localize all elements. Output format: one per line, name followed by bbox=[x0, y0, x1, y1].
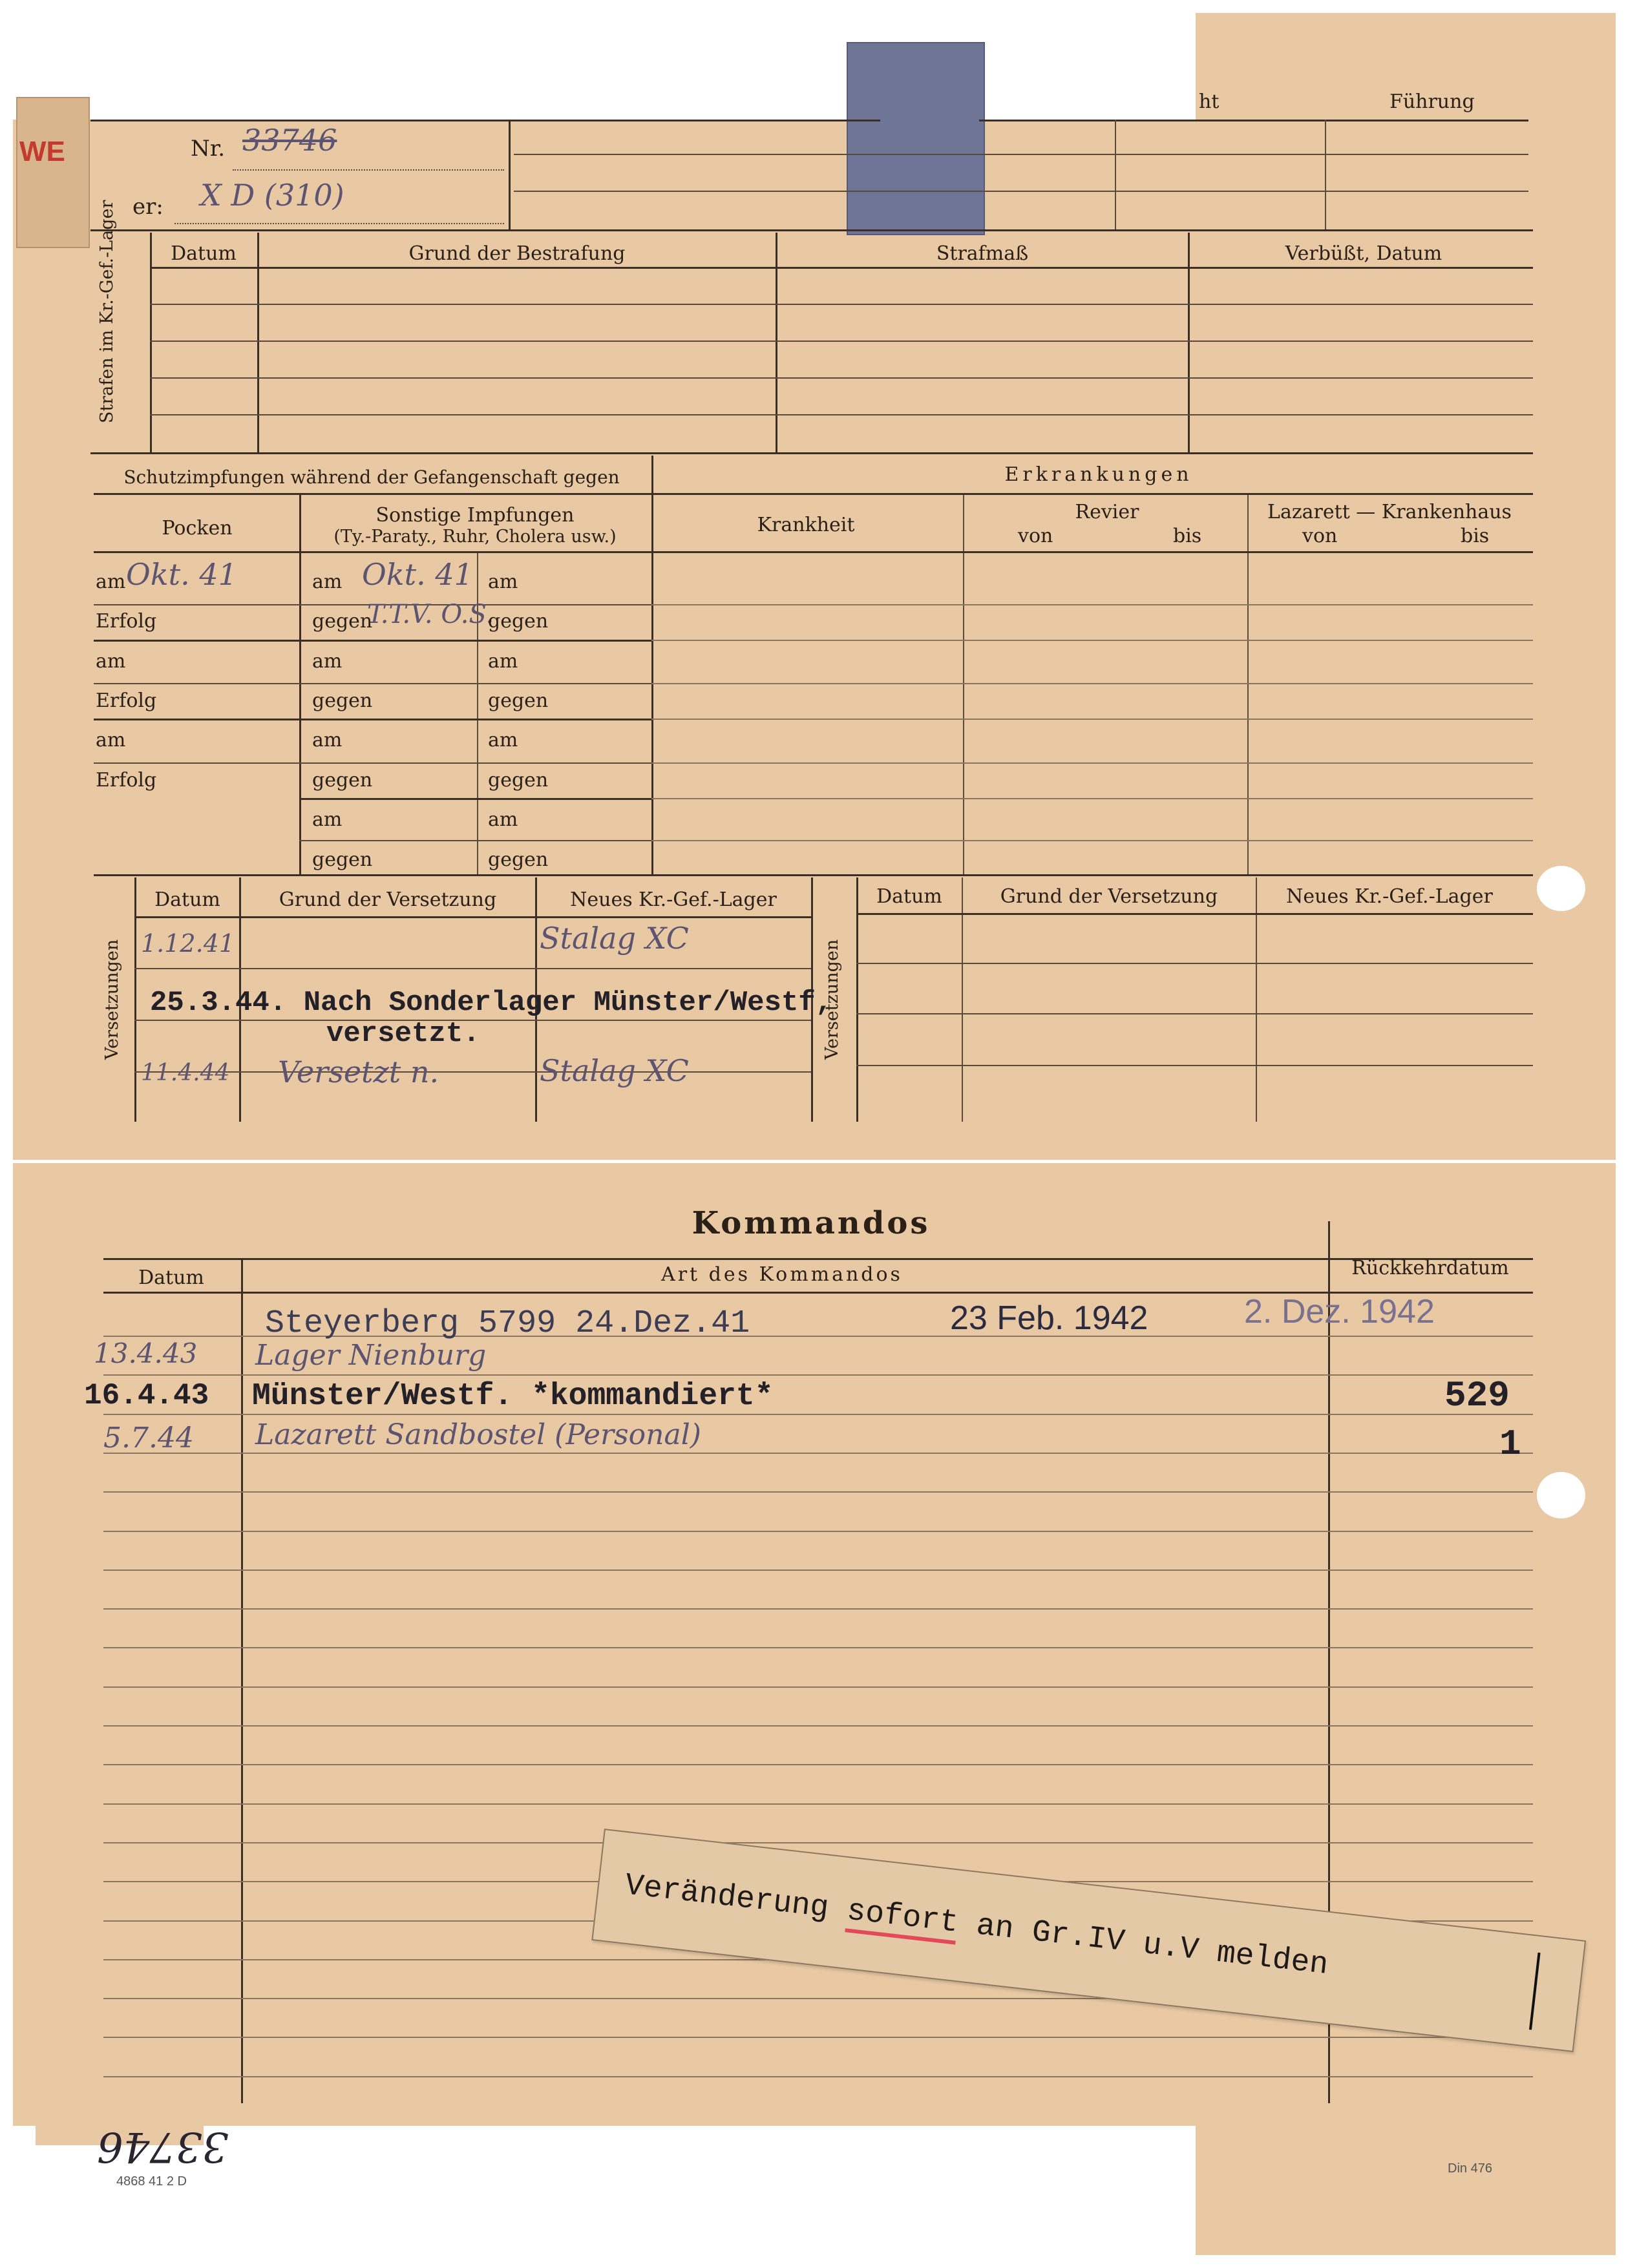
kommandos-ruled-line bbox=[103, 1414, 1533, 1415]
impfungen-title: Schutzimpfungen während der Gefangenschaft gegen bbox=[123, 467, 620, 488]
vers-row3-datum: 11.4.44 bbox=[141, 1060, 230, 1086]
left-tab-letters: WE bbox=[19, 136, 65, 167]
kommandos-title: Kommandos bbox=[692, 1205, 931, 1241]
vers-row1-datum: 1.12.41 bbox=[141, 929, 235, 958]
kom-col-datum: Datum bbox=[138, 1266, 204, 1289]
kommandos-ruled-line bbox=[103, 1491, 1533, 1493]
erk-revier-von: von bbox=[1018, 525, 1053, 547]
nr-label: Nr. bbox=[191, 136, 226, 162]
kommandos-ruled-line bbox=[103, 1453, 1533, 1454]
kommandos-ruled-line bbox=[103, 1608, 1533, 1610]
kom-entry1-typed: Steyerberg 5799 24.Dez.41 bbox=[265, 1305, 750, 1342]
upper-card-right-tab bbox=[1196, 13, 1616, 142]
kommandos-ruled-line bbox=[103, 1531, 1533, 1532]
pocken-erfolg-3: Erfolg bbox=[96, 769, 157, 792]
vers-typed-line1: 25.3.44. Nach Sonderlager Münster/Westf, bbox=[150, 987, 833, 1019]
vers-col-neues-r: Neues Kr.-Gef.-Lager bbox=[1286, 885, 1493, 908]
fabric-tag bbox=[847, 42, 985, 235]
pocken-am-2: am bbox=[96, 650, 126, 673]
vers-row3-grund: Versetzt n. bbox=[278, 1055, 439, 1089]
nr-value: 33746 bbox=[242, 123, 337, 158]
sonst-gegen-2: gegen bbox=[312, 689, 373, 712]
slip-text-before: Veränderung bbox=[623, 1868, 849, 1929]
stalag-value: X D (310) bbox=[200, 178, 344, 213]
sonst2-am-4: am bbox=[488, 808, 518, 831]
erk-lazarett-bis: bis bbox=[1461, 525, 1490, 547]
impf-col-pocken: Pocken bbox=[162, 517, 233, 540]
sonst2-gegen-4: gegen bbox=[488, 848, 549, 871]
erk-revier-bis: bis bbox=[1173, 525, 1202, 547]
footer-printer: 4868 41 2 D bbox=[116, 2174, 187, 2189]
vers-col-grund-r: Grund der Versetzung bbox=[1000, 885, 1218, 908]
vers-col-grund-l: Grund der Versetzung bbox=[279, 888, 497, 911]
kommandos-ruled-line bbox=[103, 1647, 1533, 1648]
kom-entry2-art: Lager Nienburg bbox=[255, 1339, 487, 1372]
sonst-gegen-3: gegen bbox=[312, 769, 373, 792]
kommandos-ruled-line bbox=[103, 1725, 1533, 1727]
strafen-col-datum: Datum bbox=[171, 242, 237, 265]
vers-col-datum-l: Datum bbox=[154, 888, 220, 911]
footer-big-number: 33746 bbox=[97, 2123, 229, 2170]
kom-entry4-num: 1 bbox=[1499, 1423, 1521, 1465]
strafen-col-verbuesst: Verbüßt, Datum bbox=[1285, 242, 1442, 265]
strafen-col-strafmass: Strafmaß bbox=[936, 242, 1029, 265]
sonst-am-1-value: Okt. 41 bbox=[362, 557, 473, 592]
erk-col-lazarett: Lazarett — Krankenhaus bbox=[1267, 501, 1512, 523]
footer-din: Din 476 bbox=[1448, 2161, 1492, 2176]
sonst2-gegen-3: gegen bbox=[488, 769, 549, 792]
left-tab bbox=[16, 97, 90, 248]
sonst-am-2: am bbox=[312, 650, 343, 673]
kom-entry1-stamp1: 23 Feb. 1942 bbox=[950, 1299, 1148, 1337]
kommandos-ruled-line bbox=[103, 2076, 1533, 2077]
pocken-am-3: am bbox=[96, 729, 126, 751]
erk-col-revier: Revier bbox=[1075, 501, 1139, 523]
kom-col-art: Art des Kommandos bbox=[661, 1263, 903, 1286]
kommandos-ruled-line bbox=[103, 1842, 1533, 1843]
kom-col-rueckkehr: Rückkehrdatum bbox=[1351, 1257, 1509, 1279]
versetz-side-label-right: Versetzungen bbox=[822, 939, 842, 1060]
erk-lazarett-von: von bbox=[1302, 525, 1338, 547]
sonst2-am-1: am bbox=[488, 571, 518, 593]
strafen-side-label: Strafen im Kr.-Gef.-Lager bbox=[97, 200, 117, 423]
vers-col-neues-l: Neues Kr.-Gef.-Lager bbox=[570, 888, 777, 911]
col-fuehrung: Führung bbox=[1389, 90, 1475, 113]
sonst2-gegen-2: gegen bbox=[488, 689, 549, 712]
sonst-am-1: am bbox=[312, 571, 343, 593]
erkrankungen-title: Erkrankungen bbox=[1004, 463, 1193, 486]
sonst-gegen-1-value: T.T.V. O.S. bbox=[367, 600, 494, 629]
pocken-erfolg-1: Erfolg bbox=[96, 610, 157, 633]
kommandos-ruled-line bbox=[103, 1803, 1533, 1805]
vers-row1-lager: Stalag XC bbox=[540, 921, 689, 956]
versetz-side-label-left: Versetzungen bbox=[102, 939, 122, 1060]
vers-row3-lager: Stalag XC bbox=[540, 1053, 689, 1088]
kommandos-ruled-line bbox=[103, 1374, 1533, 1376]
punch-hole-lower bbox=[1537, 1472, 1585, 1518]
slip-text-after: an Gr.IV u.V melden bbox=[956, 1906, 1330, 1983]
pocken-erfolg-2: Erfolg bbox=[96, 689, 157, 712]
lower-card-right-tab bbox=[1196, 2119, 1616, 2255]
slip-text-underlined: sofort bbox=[845, 1894, 960, 1945]
sonst-am-3: am bbox=[312, 729, 343, 751]
erk-col-krankheit: Krankheit bbox=[757, 514, 855, 536]
kommandos-ruled-line bbox=[103, 1764, 1533, 1765]
kommandos-ruled-line bbox=[103, 1570, 1533, 1571]
sonst-gegen-1: gegen bbox=[312, 610, 373, 633]
kom-entry3-datum: 16.4.43 bbox=[84, 1379, 209, 1412]
strafen-col-grund: Grund der Bestrafung bbox=[408, 242, 626, 265]
slip-mark bbox=[1529, 1953, 1541, 2030]
impf-col-sonstige: Sonstige Impfungen bbox=[375, 504, 575, 527]
sonst2-gegen-1: gegen bbox=[488, 610, 549, 633]
kommandos-ruled-line bbox=[103, 1686, 1533, 1688]
punch-hole-upper bbox=[1537, 866, 1585, 911]
vers-col-datum-r: Datum bbox=[876, 885, 942, 908]
kom-entry4-datum: 5.7.44 bbox=[103, 1422, 194, 1454]
kom-entry4-art: Lazarett Sandbostel (Personal) bbox=[255, 1418, 701, 1451]
kommandos-ruled-line bbox=[103, 2037, 1533, 2038]
col-partial: ht bbox=[1199, 90, 1220, 113]
sonst-gegen-4: gegen bbox=[312, 848, 373, 871]
kom-entry3-num: 529 bbox=[1444, 1375, 1510, 1416]
stalag-label: er: bbox=[132, 194, 164, 220]
impf-col-sonstige-sub: (Ty.-Paraty., Ruhr, Cholera usw.) bbox=[333, 527, 617, 547]
kom-entry2-datum: 13.4.43 bbox=[94, 1338, 198, 1369]
kom-entry3-art: Münster/Westf. *kommandiert* bbox=[252, 1379, 774, 1414]
pocken-am-1: am bbox=[96, 571, 126, 593]
kom-entry1-stamp2: 2. Dez. 1942 bbox=[1244, 1293, 1435, 1330]
vers-typed-line2: versetzt. bbox=[326, 1018, 480, 1050]
sonst2-am-2: am bbox=[488, 650, 518, 673]
pocken-am-1-value: Okt. 41 bbox=[126, 557, 237, 592]
sonst-am-4: am bbox=[312, 808, 343, 831]
sonst2-am-3: am bbox=[488, 729, 518, 751]
